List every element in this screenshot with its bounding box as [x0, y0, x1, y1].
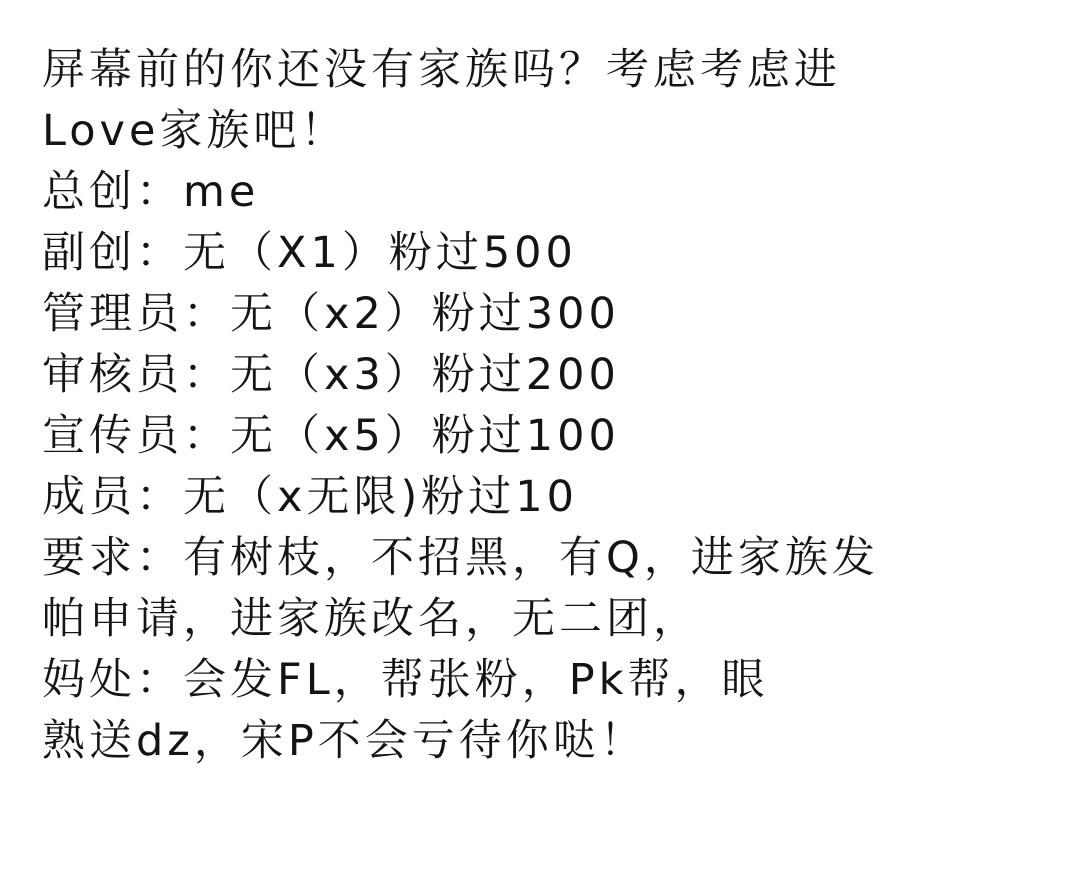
text-line: 宣传员：无（x5）粉过100 — [42, 411, 620, 461]
text-line: 审核员：无（x3）粉过200 — [42, 350, 620, 400]
text-line: 管理员：无（x2）粉过300 — [42, 289, 620, 339]
text-line: 妈处：会发FL，帮张粉，Pk帮，眼 — [42, 655, 769, 705]
text-line: 总创：me — [42, 167, 260, 217]
text-line: 帕申请，进家族改名，无二团， — [42, 594, 700, 644]
text-line: 成员：无（x无限)粉过10 — [42, 472, 578, 522]
text-line: 副创：无（X1）粉过500 — [42, 228, 577, 278]
text-line: 熟送dz，宋P不会亏待你哒！ — [42, 716, 647, 766]
text-line: Love家族吧！ — [42, 106, 348, 156]
text-line: 要求：有树枝，不招黑，有Q，进家族发 — [42, 533, 879, 583]
notice-text-block — [42, 40, 1050, 772]
text-line: 屏幕前的你还没有家族吗？考虑考虑进 — [42, 45, 841, 95]
